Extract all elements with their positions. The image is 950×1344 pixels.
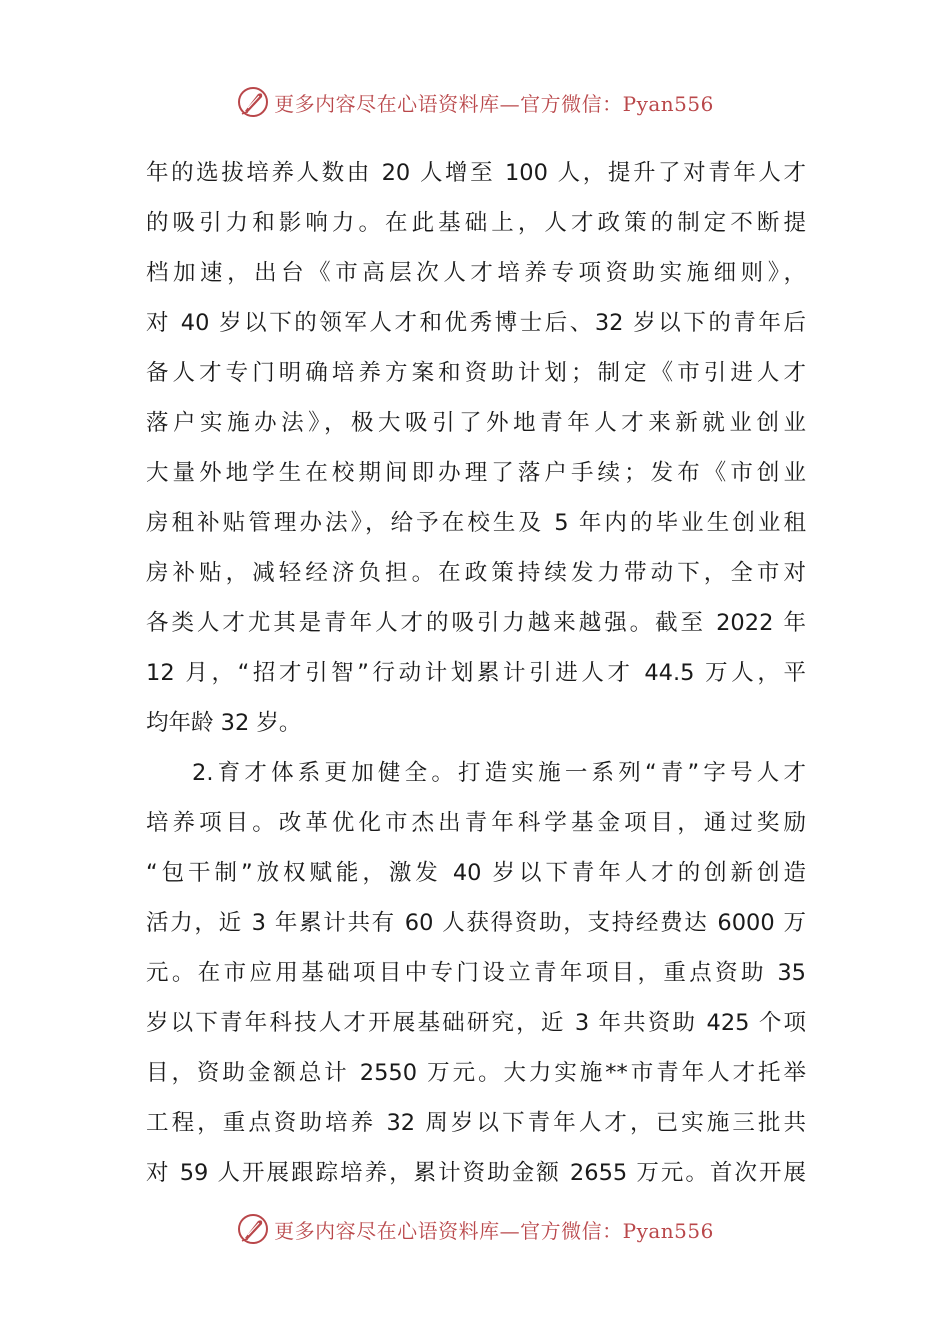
text-line: 对 40 岁以下的领军人才和优秀博士后、32 岁以下的青年后 — [146, 310, 806, 336]
watermark-text: 更多内容尽在心语资料库—官方微信：Pyan556 — [274, 1218, 714, 1243]
text-line: 房租补贴管理办法》，给予在校生及 5 年内的毕业生创业租 — [146, 510, 806, 536]
text-line: 年的选拔培养人数由 20 人增至 100 人，提升了对青年人才 — [146, 160, 806, 186]
text-line: 的吸引力和影响力。在此基础上，人才政策的制定不断提 — [146, 210, 806, 236]
text-line: 元。在市应用基础项目中专门设立青年项目，重点资助 35 — [146, 960, 806, 986]
document-body — [146, 148, 806, 1198]
paragraph — [146, 148, 806, 748]
text-line: 房补贴，减轻经济负担。在政策持续发力带动下，全市对 — [146, 560, 806, 586]
watermark-text: 更多内容尽在心语资料库—官方微信：Pyan556 — [274, 91, 714, 116]
text-line: 2.育才体系更加健全。打造实施一系列“青”字号人才 — [192, 760, 806, 786]
paragraph — [146, 748, 806, 1198]
text-line: 目，资助金额总计 2550 万元。大力实施**市青年人才托举 — [146, 1060, 806, 1086]
text-line: 岁以下青年科技人才开展基础研究，近 3 年共资助 425 个项 — [146, 1010, 806, 1036]
text-line: 落户实施办法》，极大吸引了外地青年人才来新就业创业 — [146, 410, 806, 436]
footer-watermark-banner — [0, 1209, 950, 1249]
text-line: 12 月，“招才引智”行动计划累计引进人才 44.5 万人，平 — [146, 660, 806, 686]
quill-pen-logo-icon — [236, 85, 270, 119]
text-line: 活力，近 3 年累计共有 60 人获得资助，支持经费达 6000 万 — [146, 910, 806, 936]
header-watermark-banner — [0, 82, 950, 122]
text-line: 培养项目。改革优化市杰出青年科学基金项目，通过奖励 — [146, 810, 806, 836]
text-line: 均年龄 32 岁。 — [146, 710, 302, 736]
text-line: 大量外地学生在校期间即办理了落户手续；发布《市创业 — [146, 460, 806, 486]
text-line: “包干制”放权赋能，激发 40 岁以下青年人才的创新创造 — [146, 860, 806, 886]
text-line: 档加速，出台《市高层次人才培养专项资助实施细则》， — [146, 260, 806, 286]
quill-pen-logo-icon — [236, 1212, 270, 1246]
text-line: 备人才专门明确培养方案和资助计划；制定《市引进人才 — [146, 360, 806, 386]
text-line: 对 59 人开展跟踪培养，累计资助金额 2655 万元。首次开展 — [146, 1160, 806, 1186]
text-line: 各类人才尤其是青年人才的吸引力越来越强。截至 2022 年 — [146, 610, 806, 636]
text-line: 工程，重点资助培养 32 周岁以下青年人才，已实施三批共 — [146, 1110, 806, 1136]
